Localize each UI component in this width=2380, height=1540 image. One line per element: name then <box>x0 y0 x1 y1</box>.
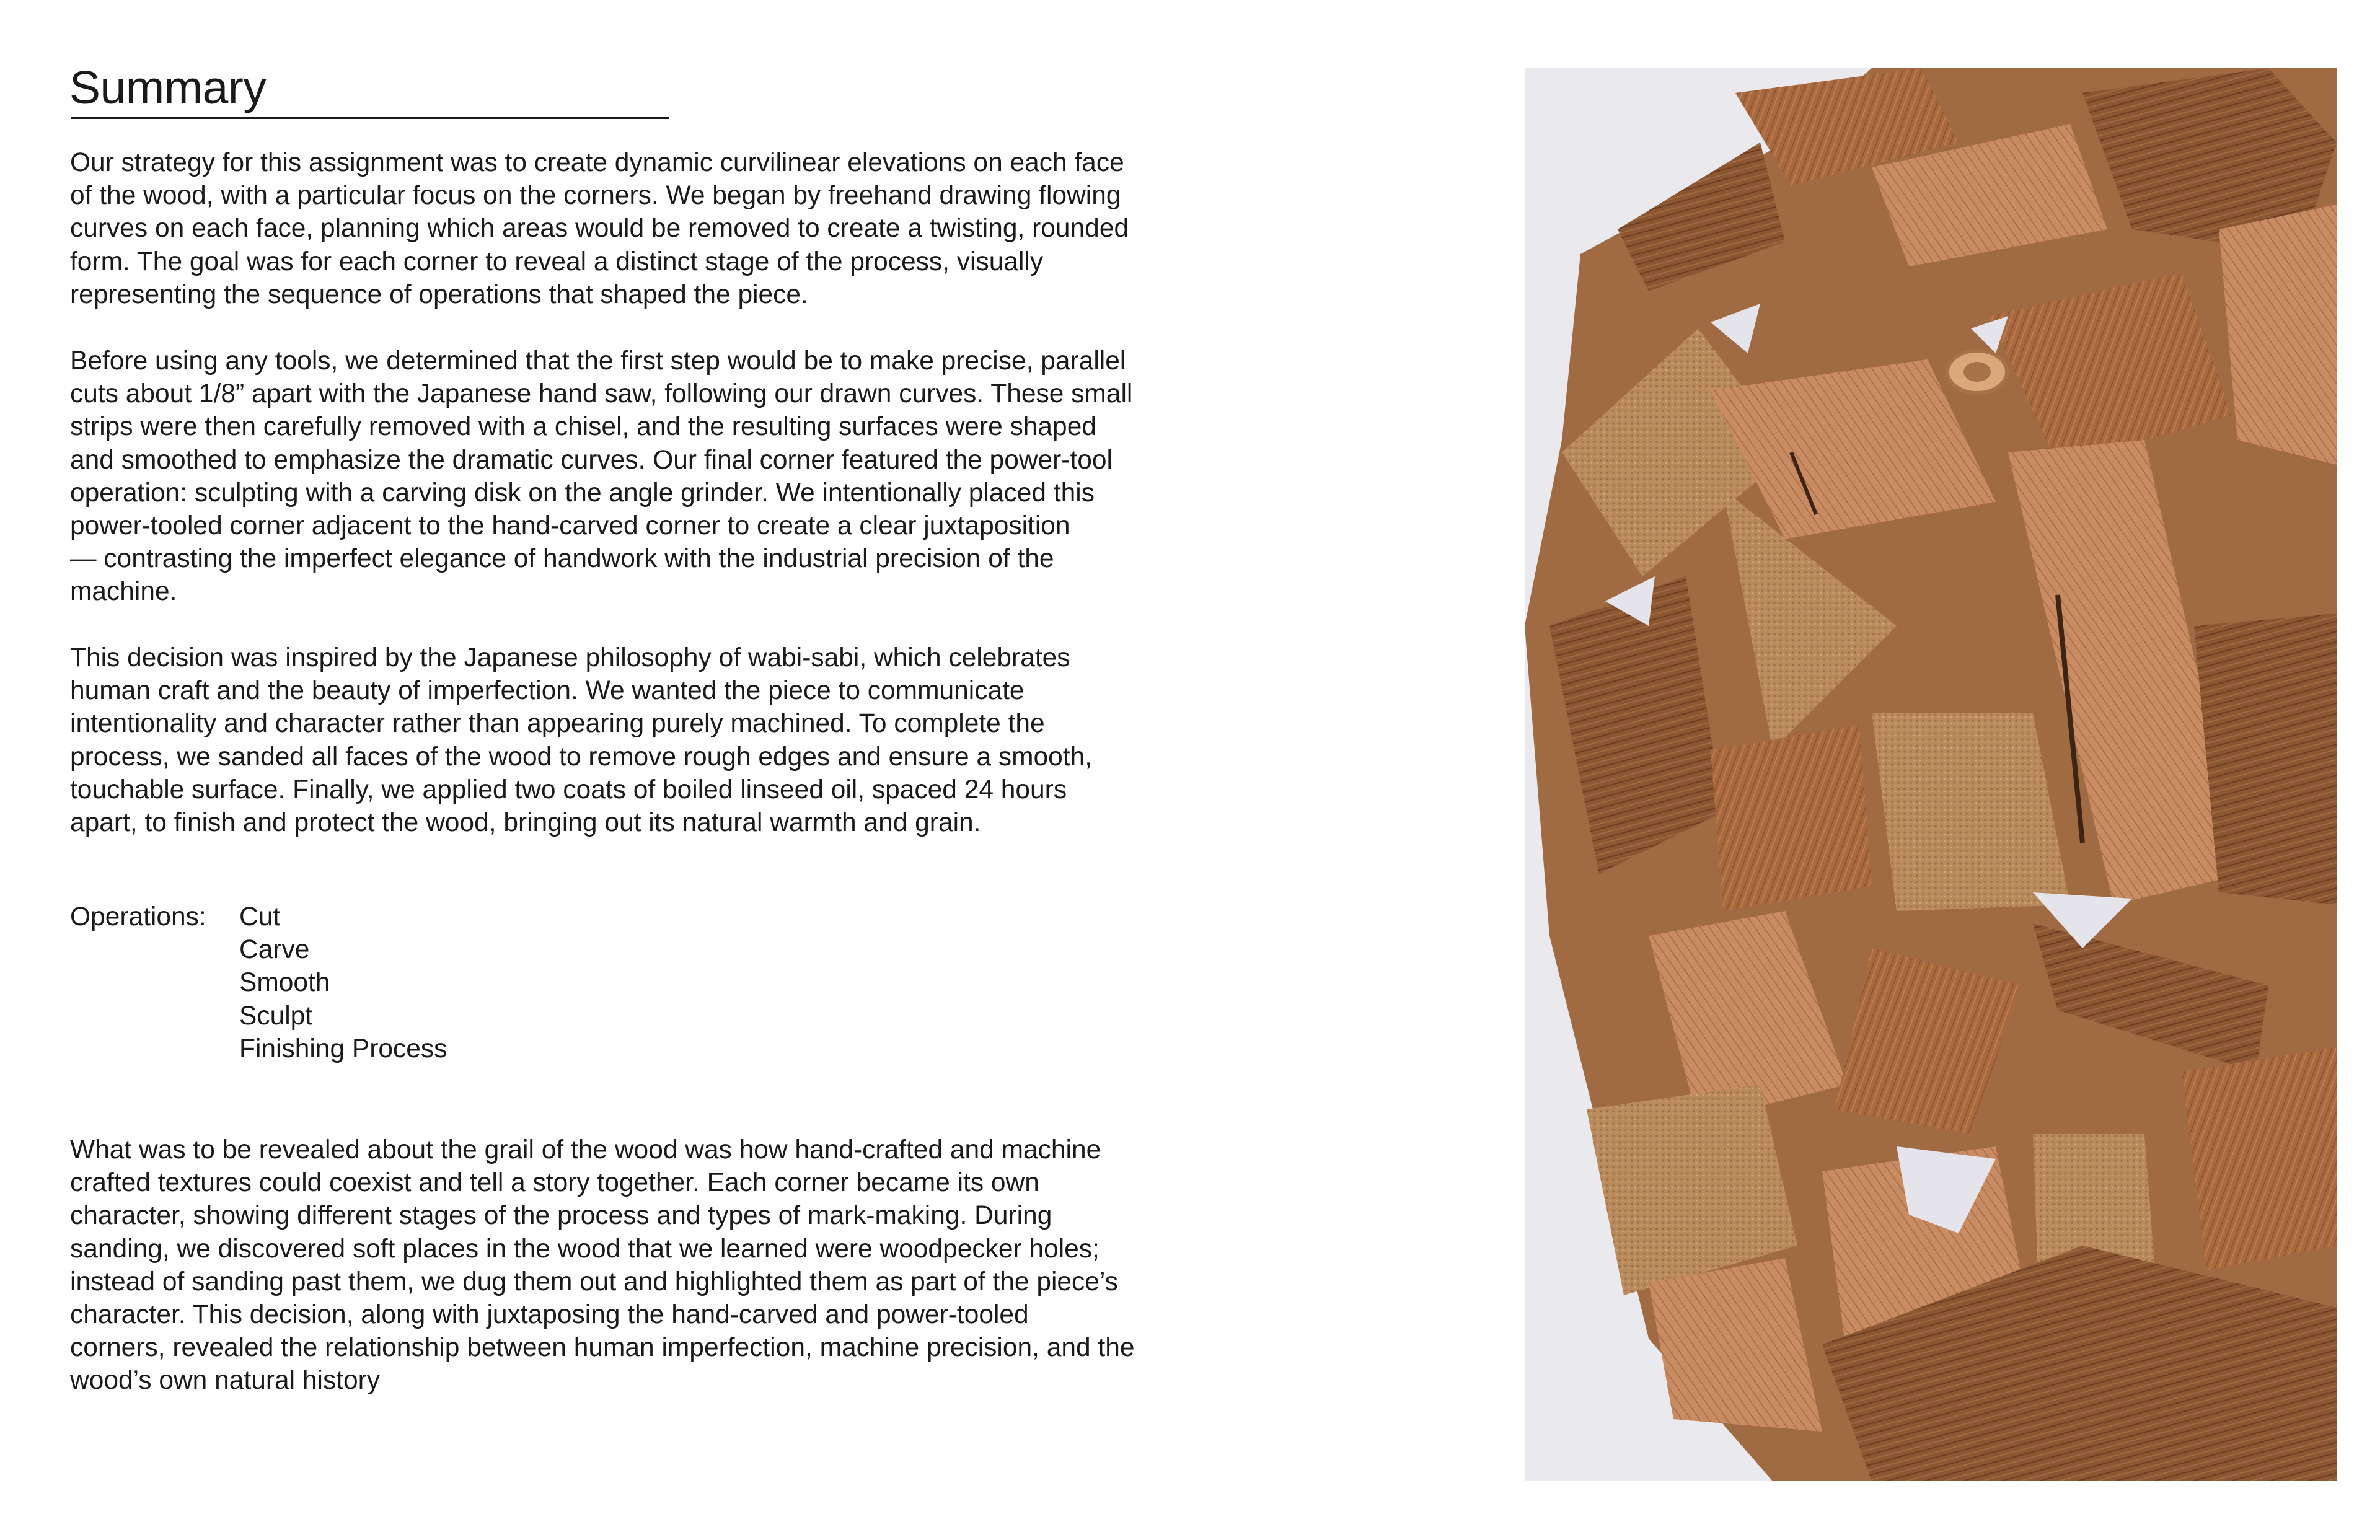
operations-block <box>70 900 447 1065</box>
operations-list <box>239 900 447 1065</box>
tools-paragraph: Before using any tools, we determined that the first step would be to make precise, parallel cuts about 1/8” apart with the Japanese hand saw, following our drawn curves. These small strips were then carefully removed with a chisel, and the resulting surfaces were shaped and smoothed to emphasize the dramatic curves. Our final corner featured the power-tool operation: sculpting with a carving disk on the angle grinder. We intentionally placed this power-tooled corner adjacent to the hand-carved corner to create a clear juxtaposition — contrasting the imperfect elegance of handwork with the industrial precision of the machine. <box>70 346 1133 607</box>
operation-item: Carve <box>239 935 310 965</box>
operation-item: Finishing Process <box>239 1034 447 1063</box>
operation-item: Sculpt <box>239 1001 313 1031</box>
page-title: Summary <box>69 61 267 113</box>
operation-item: Smooth <box>239 968 330 998</box>
operation-item: Cut <box>239 902 281 931</box>
reveal-paragraph: What was to be revealed about the grail of the wood was how hand-crafted and machine crafted textures could coexist and tell a story together. Each corner became its own character, showing different stages of the process and types of mark-making. During sanding, we discovered soft places in the wood that we learned were woodpecker holes; instead of sanding past them, we dug them out and highlighted them as part of the piece’s character. This decision, along with juxtaposing the hand-carved and power-tooled corners, revealed the relationship between human imperfection, machine precision, and the wood’s own natural history <box>70 1135 1135 1396</box>
wood-chip-pile <box>1525 68 2337 1481</box>
wabi-sabi-paragraph: This decision was inspired by the Japanese philosophy of wabi-sabi, which celebrates human craft and the beauty of imperfection. We wanted the piece to communicate intentionality and character rather than appearing purely machined. To complete the process, we sanded all faces of the wood to remove rough edges and ensure a smooth, touchable surface. Finally, we applied two coats of boiled linseed oil, spaced 24 hours apart, to finish and protect the wood, bringing out its natural warmth and grain. <box>70 643 1093 838</box>
operations-label: Operations: <box>70 902 206 931</box>
strategy-paragraph: Our strategy for this assignment was to create dynamic curvilinear elevations on each face of the wood, with a particular focus on the corners. We began by freehand drawing flowing curves on each face, planning which areas would be removed to create a twisting, rounded form. The goal was for each corner to reveal a distinct stage of the process, visually representing the sequence of operations that shaped the piece. <box>70 148 1129 309</box>
wood-chips-photo <box>1525 68 2337 1481</box>
title-underline <box>71 117 669 119</box>
